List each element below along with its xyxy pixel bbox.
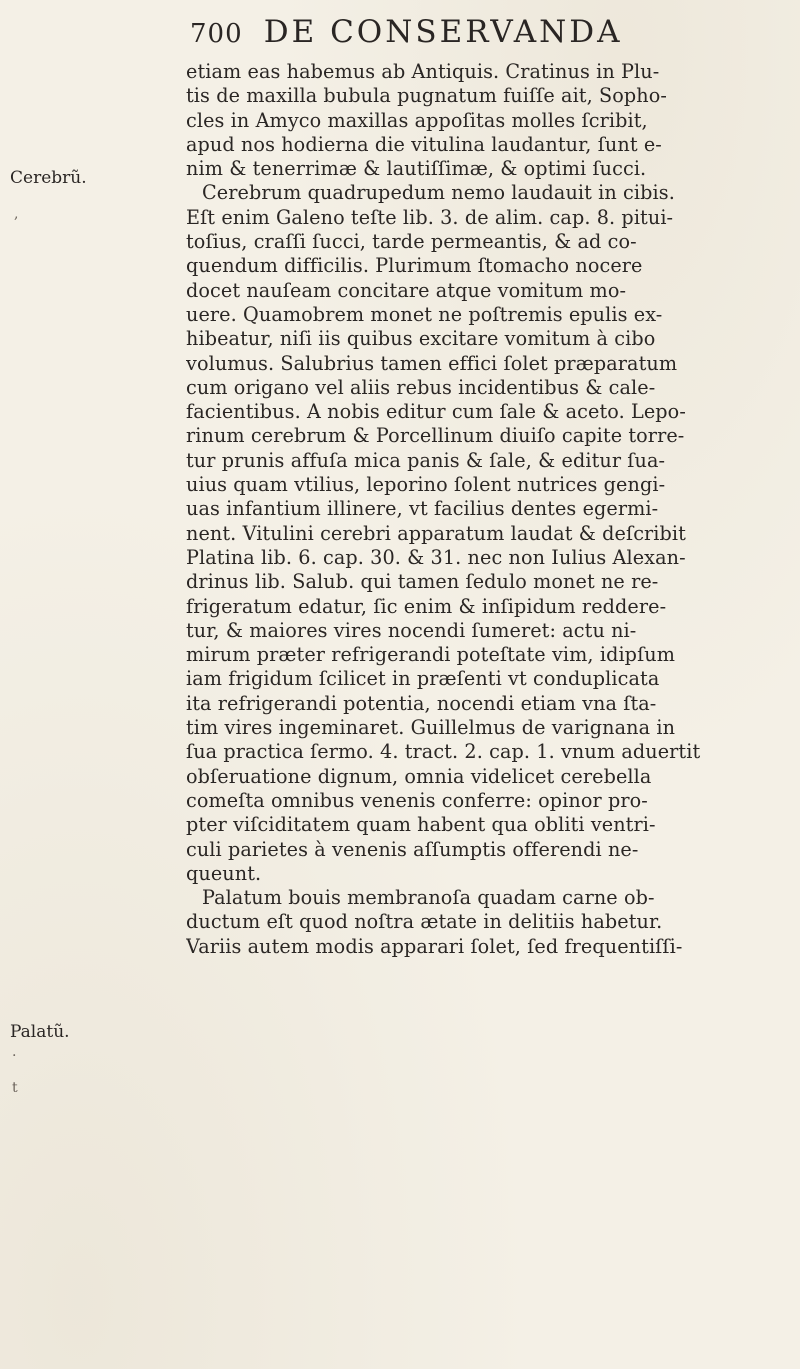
margin-mark: ,: [14, 206, 19, 222]
text-line: rinum cerebrum & Porcellinum diuiſo capite torre-: [186, 424, 685, 448]
text-line: tur, & maiores vires nocendi ſumeret: actu ni-: [186, 618, 637, 642]
text-line: frigeratum edatur, ſic enim & inſipidum reddere-: [186, 594, 667, 618]
text-line: uere. Quamobrem monet ne poſtremis epulis ex-: [186, 302, 663, 326]
running-head: DE CONSERVANDA: [263, 14, 623, 50]
text-line: quendum difficilis. Plurimum ſtomacho nocere: [186, 254, 643, 278]
text-line: tim vires ingeminaret. Guillelmus de varignana in: [186, 716, 676, 740]
text-line: Palatum bouis membranoſa quadam carne ob-: [202, 886, 655, 910]
text-line: drinus lib. Salub. qui tamen ſedulo monet ne re-: [186, 570, 659, 594]
text-line: Platina lib. 6. cap. 30. & 31. nec non Iulius Alexan-: [186, 545, 686, 569]
text-line: culi parietes à venenis aſſumptis offerendi ne-: [186, 837, 639, 861]
text-line: Cerebrum quadrupedum nemo laudauit in cibis.: [202, 181, 675, 205]
text-line: Eſt enim Galeno teſte lib. 3. de alim. cap. 8. pitui-: [186, 205, 674, 229]
text-line: hibeatur, niſi iis quibus excitare vomitum à cibo: [186, 327, 656, 351]
text-line: toſius, craſſi ſucci, tarde permeantis, & ad co-: [186, 230, 637, 254]
margin-mark: t: [12, 1080, 18, 1096]
page-header: [190, 14, 622, 58]
text-line: cles in Amyco maxillas appoſitas molles ſcribit,: [186, 108, 648, 132]
text-line: tur prunis affuſa mica panis & ſale, & editur ſua-: [186, 448, 666, 472]
text-line: uius quam vtilius, leporino ſolent nutrices gengi-: [186, 473, 666, 497]
text-line: queunt.: [186, 861, 262, 885]
text-line: tis de maxilla bubula pugnatum fuiſſe ait, Sopho-: [186, 84, 667, 108]
text-line: pter viſciditatem quam habent qua obliti ventri-: [186, 813, 656, 837]
text-line: uas infantium illinere, vt facilius dentes egermi-: [186, 497, 659, 521]
text-line: cum origano vel aliis rebus incidentibus & cale-: [186, 375, 656, 399]
text-line: docet nauſeam concitare atque vomitum mo-: [186, 278, 627, 302]
page-number: 700: [190, 19, 243, 49]
text-line: obſeruatione dignum, omnia videlicet cerebella: [186, 764, 652, 788]
text-line: ita refrigerandi potentia, nocendi etiam vna ſta-: [186, 691, 657, 715]
text-line: facientibus. A nobis editur cum ſale & aceto. Lepo-: [186, 400, 686, 424]
text-line: comeſta omnibus venenis conferre: opinor pro-: [186, 788, 648, 812]
text-line: apud nos hodierna die vitulina laudantur, ſunt e-: [186, 132, 662, 156]
text-line: etiam eas habemus ab Antiquis. Cratinus in Plu-: [186, 60, 660, 83]
body-text: [186, 60, 786, 959]
text-line: ductum eſt quod noſtra ætate in delitiis habetur.: [186, 910, 663, 934]
text-line: volumus. Salubrius tamen effici ſolet præparatum: [186, 351, 678, 375]
margin-note-cerebrum: Cerebrũ.: [10, 168, 87, 188]
text-line: ſua practica ſermo. 4. tract. 2. cap. 1. vnum aduertit: [186, 740, 701, 764]
text-line: Variis autem modis apparari ſolet, ſed frequentiſſi-: [186, 934, 683, 958]
text-line: nim & tenerrimæ & lautiſſimæ, & optimi ſucci.: [186, 157, 647, 181]
margin-note-palatum: Palatũ.: [10, 1022, 70, 1042]
text-line: iam frigidum ſcilicet in præſenti vt conduplicata: [186, 667, 660, 691]
text-line: nent. Vitulini cerebri apparatum laudat & deſcribit: [186, 521, 686, 545]
text-line: mirum præter refrigerandi poteſtate vim, idipſum: [186, 643, 676, 667]
margin-mark: .: [12, 1044, 17, 1060]
